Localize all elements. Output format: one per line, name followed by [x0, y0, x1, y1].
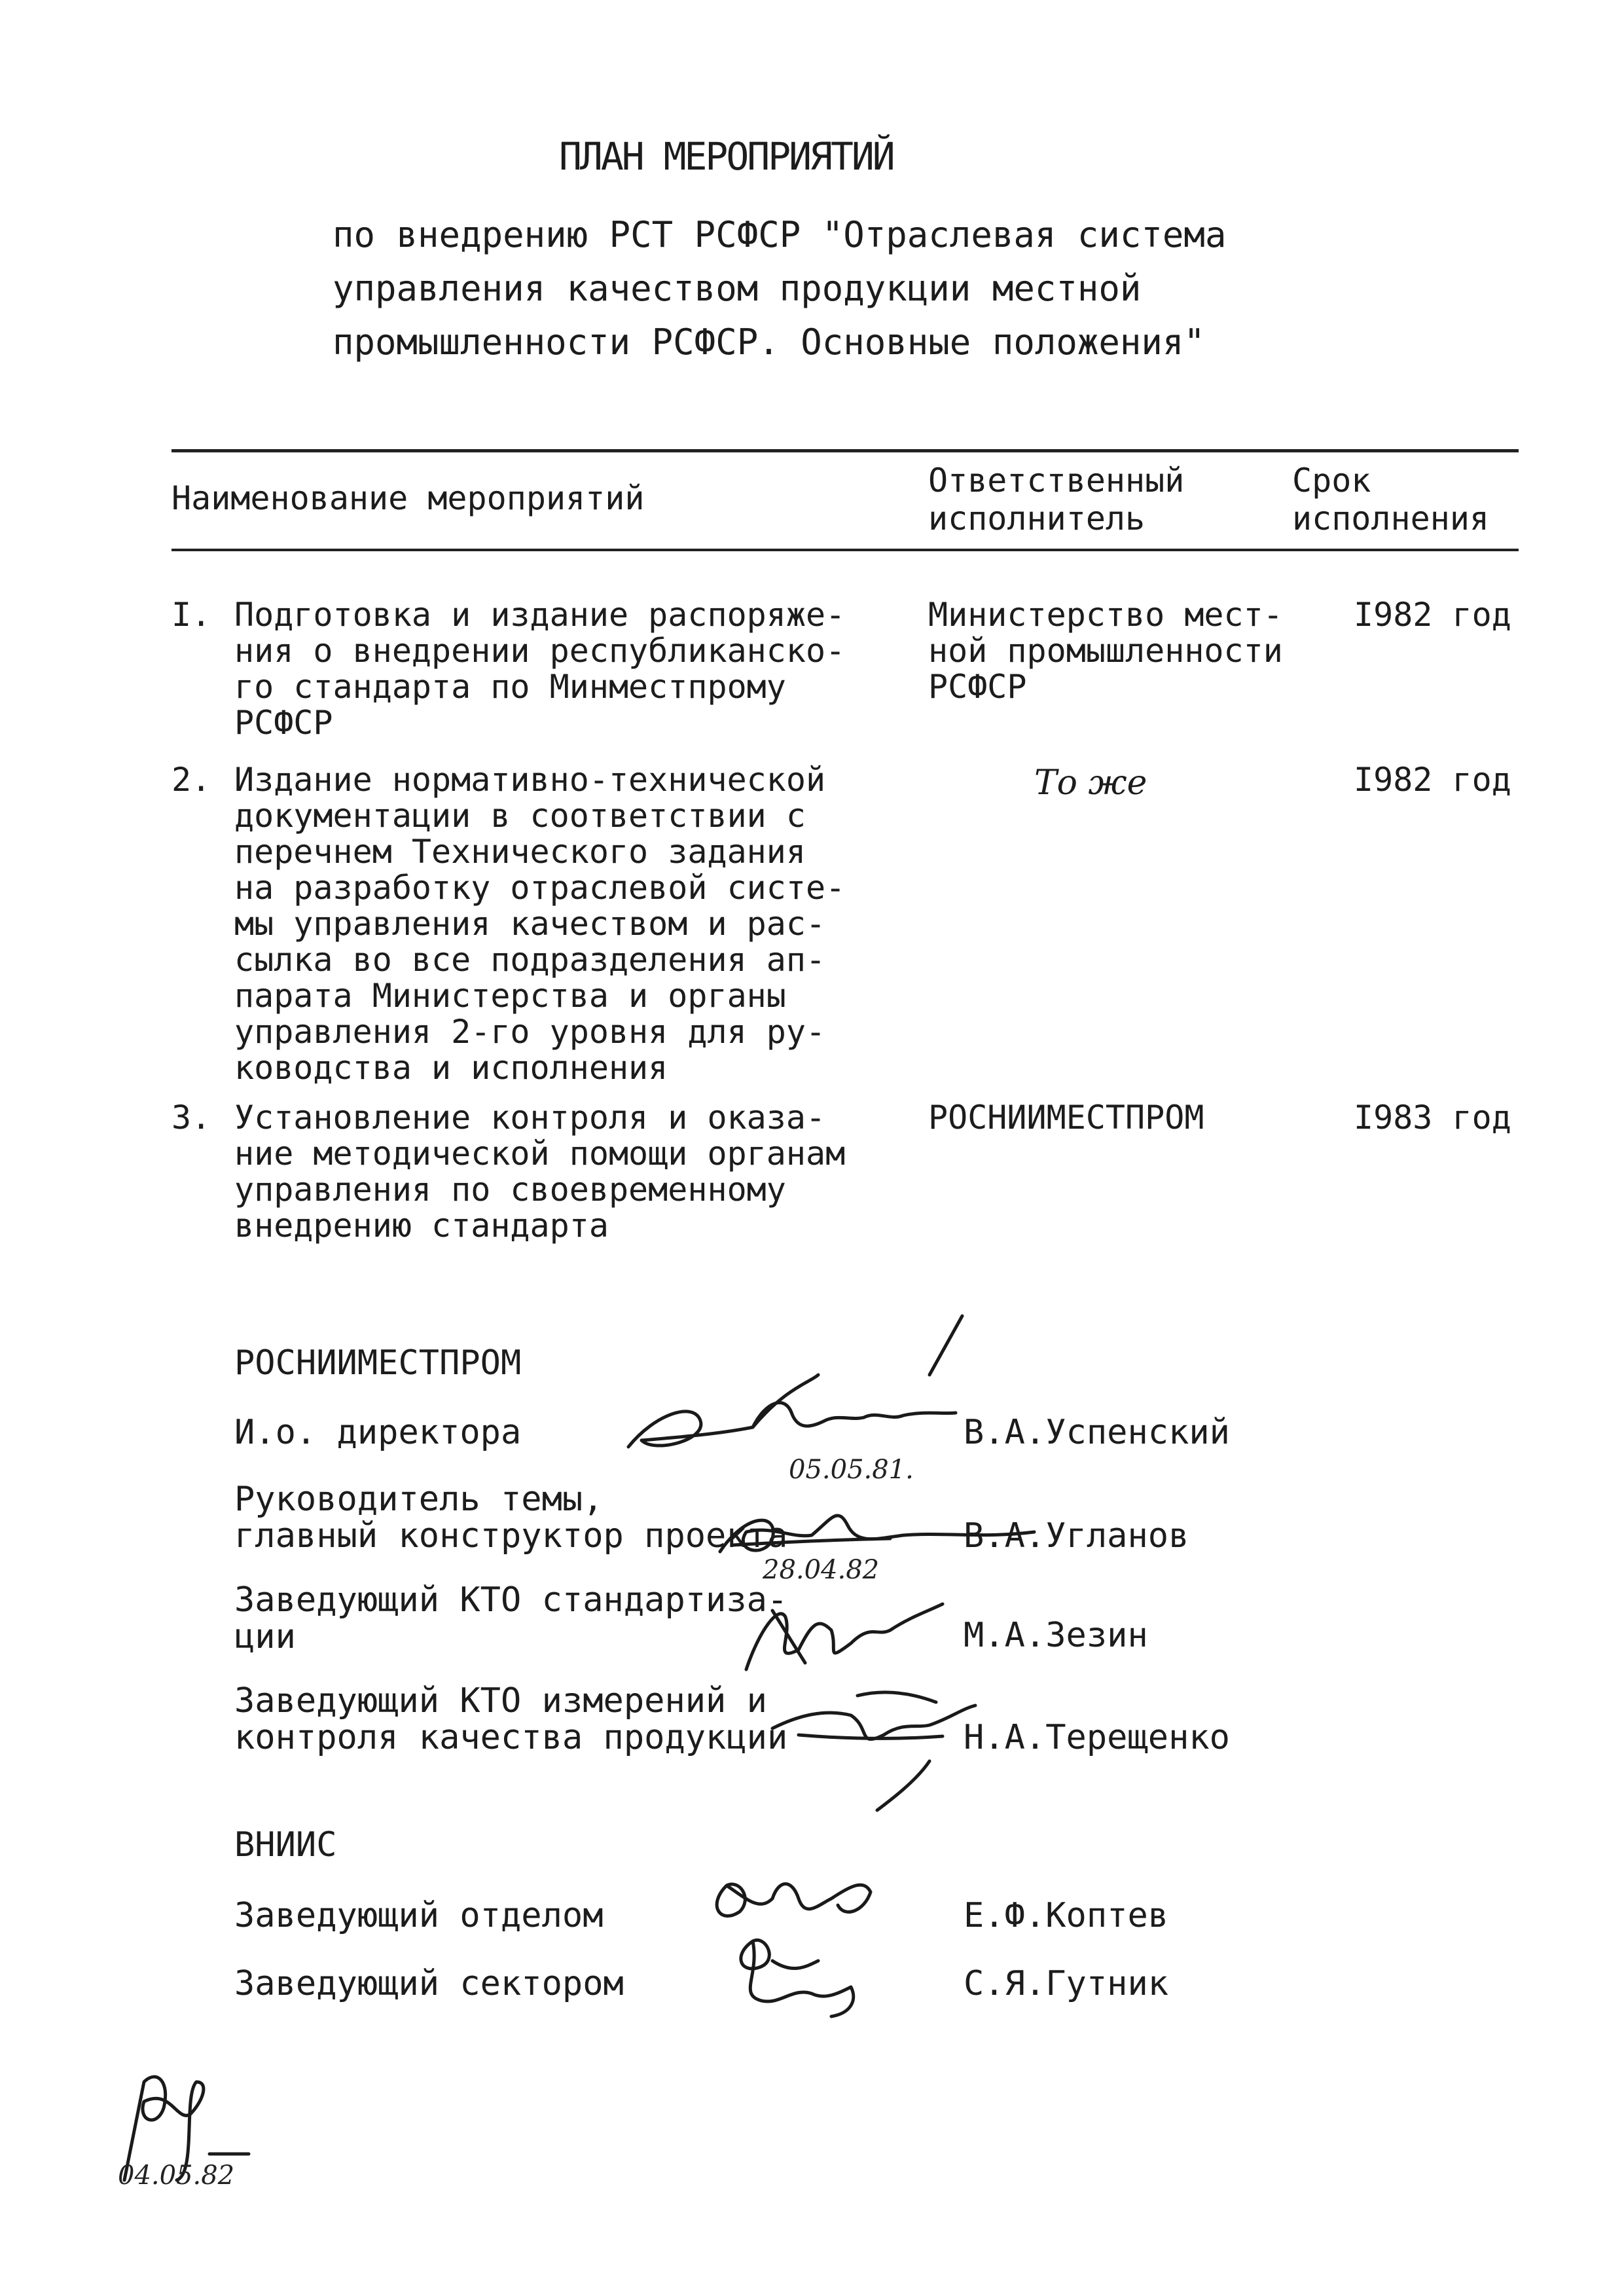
row-name-line: го стандарта по Минместпрому — [234, 668, 786, 706]
signatory-position-line: ции — [234, 1617, 296, 1656]
header-name: Наименование мероприятий — [171, 479, 645, 517]
signatory-name: Н.А.Терещенко — [964, 1718, 1230, 1757]
signatory-position — [234, 1683, 787, 1756]
signature-zezin — [733, 1597, 943, 1683]
signature-uglanov — [707, 1499, 1074, 1571]
row-responsible — [928, 597, 1283, 705]
subtitle-line: управления качеством продукции местной — [333, 268, 1142, 309]
row-name-line: Издание нормативно-технической — [234, 761, 826, 799]
header-responsible-line: Ответственный — [928, 462, 1185, 500]
signature-date: 28.04.82 — [763, 1555, 880, 1585]
row-name-line: на разработку отраслевой систе- — [234, 869, 846, 907]
row-name-line: РСФСР — [234, 704, 333, 742]
signatory-name: Е.Ф.Коптев — [964, 1896, 1169, 1935]
row-responsible-line: РСФСР — [928, 668, 1027, 706]
row-name-line: сылка во все подразделения ап- — [234, 941, 826, 979]
signatory-position: Заведующий сектором — [234, 1964, 624, 2003]
row-name — [234, 597, 845, 741]
row-name — [234, 1100, 845, 1244]
signature-tereshchenko — [759, 1689, 982, 1813]
signatory-position — [234, 1582, 787, 1655]
header-term-line: Срок — [1292, 462, 1371, 500]
document-title: ПЛАН МЕРОПРИЯТИЙ — [559, 134, 893, 179]
signatory-position-line: главный конструктор проекта — [234, 1516, 788, 1556]
row-number: 3. — [171, 1099, 211, 1137]
row-name-line: Установление контроля и оказа- — [234, 1099, 826, 1137]
header-responsible-line: исполнитель — [928, 500, 1146, 538]
table-header-rule — [171, 549, 1519, 551]
row-name-line: управления по своевременному — [234, 1171, 786, 1209]
signatory-name: В.А.Угланов — [964, 1516, 1189, 1556]
row-responsible-line: ной промышленности — [928, 632, 1283, 670]
table-top-rule — [171, 449, 1519, 452]
signature-gutnik — [720, 1922, 877, 2020]
signatory-position-line: контроля качества продукции — [234, 1718, 788, 1757]
row-name-line: ние методической помощи органам — [234, 1135, 846, 1173]
margin-date: 04.05.82 — [118, 2160, 235, 2191]
header-term — [1292, 462, 1489, 538]
signatory-name: С.Я.Гутник — [964, 1964, 1169, 2003]
row-name-line: ния о внедрении республиканско- — [234, 632, 846, 670]
org-heading: РОСНИИМЕСТПРОМ — [234, 1343, 522, 1383]
signature-uspensky — [615, 1375, 1008, 1480]
signatory-position — [234, 1481, 787, 1554]
signatory-position: И.о. директора — [234, 1413, 522, 1452]
header-responsible — [928, 462, 1184, 538]
row-responsible-handwritten: То же — [1034, 763, 1147, 803]
signatory-position-line: Заведующий КТО стандартиза- — [234, 1580, 788, 1620]
header-term-line: исполнения — [1292, 500, 1490, 538]
document-subtitle — [333, 208, 1226, 369]
org-heading: ВНИИС — [234, 1825, 337, 1865]
row-name-line: парата Министерства и органы — [234, 977, 786, 1015]
row-term: I982 год — [1354, 761, 1511, 799]
row-name — [234, 762, 845, 1086]
signatory-position-line: Заведующий КТО измерений и — [234, 1681, 767, 1721]
row-name-line: Подготовка и издание распоряже- — [234, 596, 846, 634]
row-name-line: мы управления качеством и рас- — [234, 905, 826, 943]
row-number: 2. — [171, 761, 211, 799]
row-responsible: РОСНИИМЕСТПРОМ — [928, 1099, 1204, 1137]
row-responsible-line: Министерство мест- — [928, 596, 1283, 634]
signatory-name: М.А.Зезин — [964, 1616, 1148, 1655]
signatory-position: Заведующий отделом — [234, 1896, 604, 1935]
signature-koptev — [700, 1859, 884, 1931]
row-name-line: внедрению стандарта — [234, 1207, 609, 1245]
row-name-line: документации в соответствии с — [234, 797, 806, 835]
row-name-line: ководства и исполнения — [234, 1049, 668, 1087]
row-number: I. — [171, 596, 211, 634]
signatory-name: В.А.Успенский — [964, 1413, 1230, 1452]
signature-date: 05.05.81. — [789, 1455, 914, 1485]
row-term: I983 год — [1354, 1099, 1511, 1137]
row-name-line: управления 2-го уровня для ру- — [234, 1013, 826, 1051]
subtitle-line: промышленности РСФСР. Основные положения" — [333, 321, 1205, 363]
subtitle-line: по внедрению РСТ РСФСР "Отраслевая система — [333, 214, 1227, 255]
row-term: I982 год — [1354, 596, 1511, 634]
signatory-position-line: Руководитель темы, — [234, 1480, 604, 1519]
row-name-line: перечнем Технического задания — [234, 833, 806, 871]
